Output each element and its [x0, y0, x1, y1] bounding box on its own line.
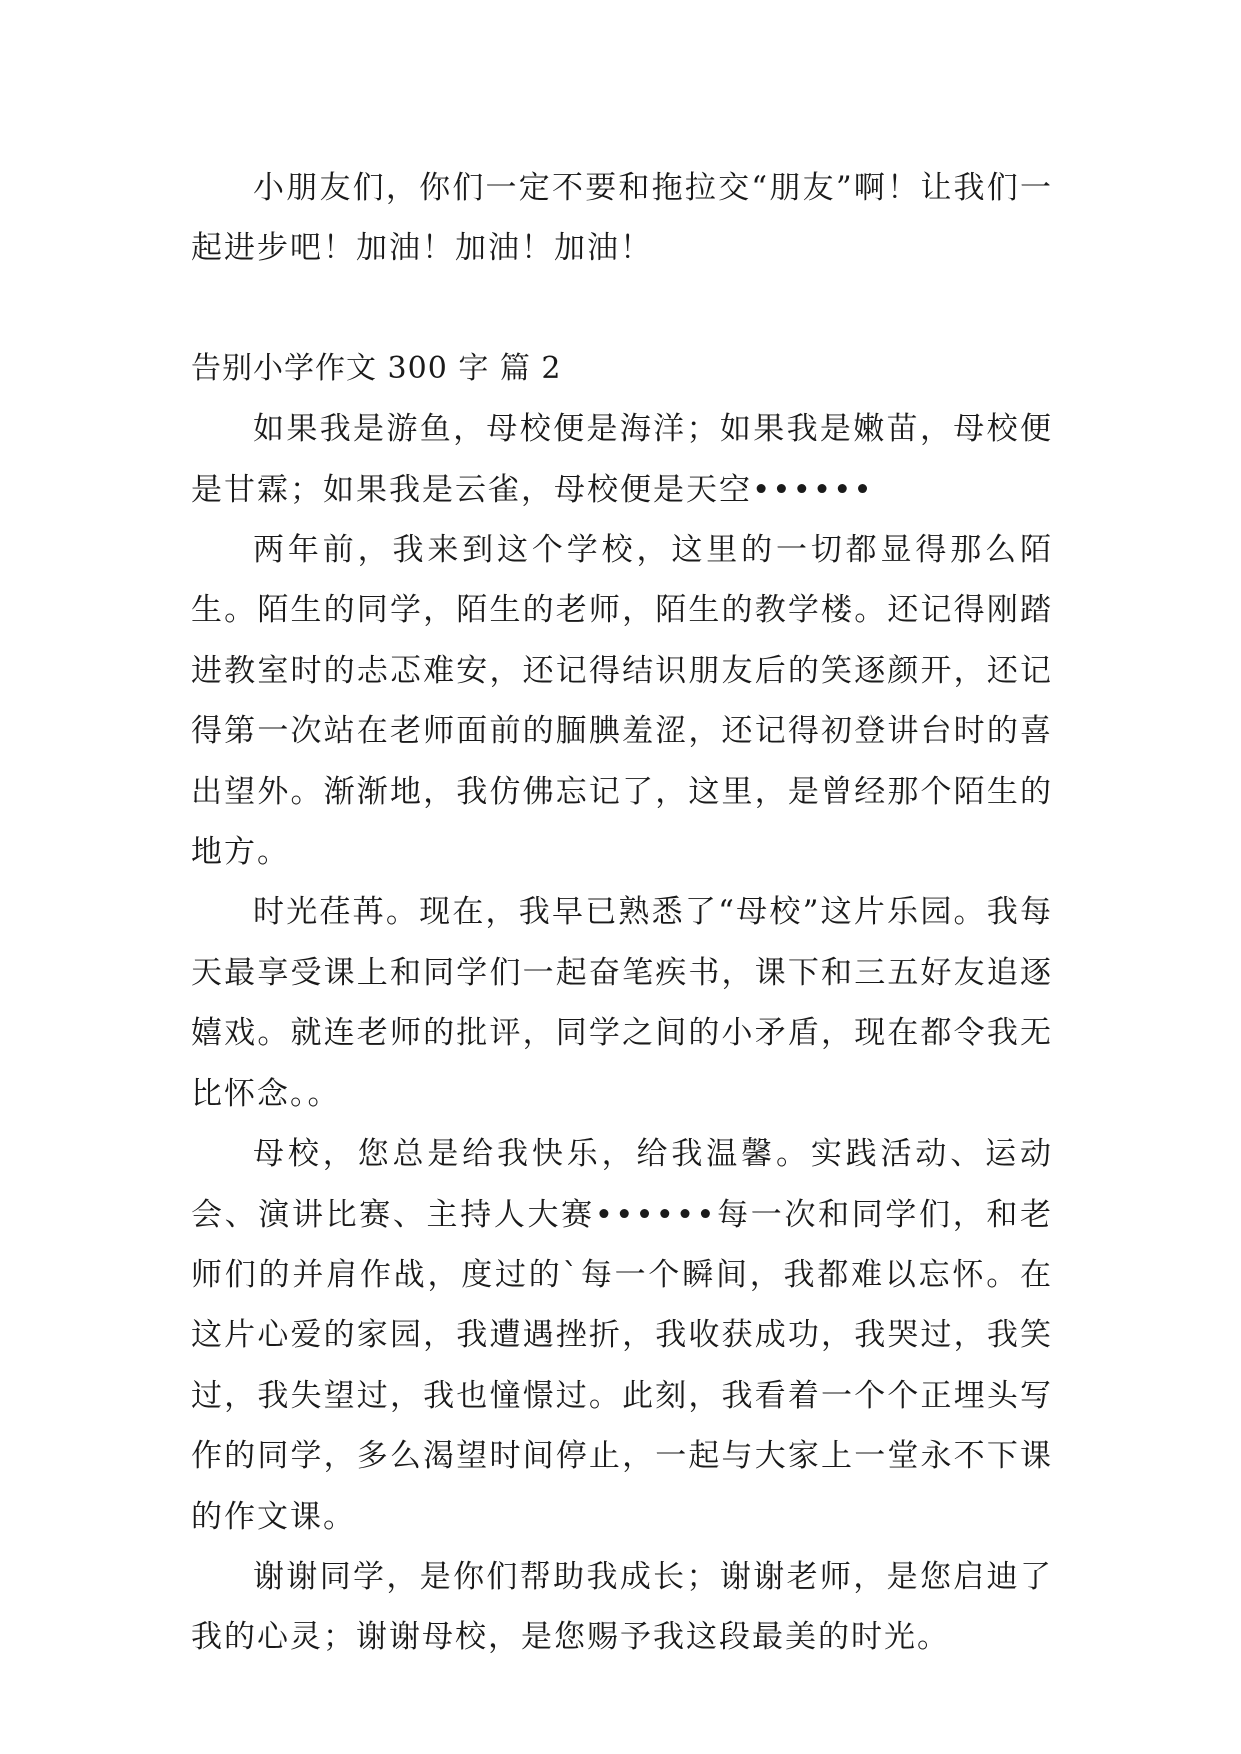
- document-body: [191, 158, 1053, 1668]
- section-heading: 告别小学作文 300 字 篇 2: [191, 350, 562, 386]
- body-paragraph-1: 如果我是游鱼，母校便是海洋；如果我是嫩苗，母校便是甘霖；如果我是云雀，母校便是天空••••••: [191, 411, 1053, 508]
- closing-paragraph: 小朋友们，你们一定不要和拖拉交“朋友”啊！让我们一起进步吧！加油！加油！加油！: [191, 170, 1053, 267]
- section-spacer: [191, 279, 1053, 339]
- body-paragraph-4: 母校，您总是给我快乐，给我温馨。实践活动、运动会、演讲比赛、主持人大赛••••••每一次和同学们，和老师们的并肩作战，度过的`每一个瞬间，我都难以忘怀。在这片心爱的家园，我遭遇挫折，我收获成功，我哭过，我笑过，我失望过，我也憧憬过。此刻，我看着一个个正埋头写作的同学，多么渴望时间停止，一起与大家上一堂永不下课的作文课。: [191, 1136, 1053, 1535]
- body-paragraph-5: 谢谢同学，是你们帮助我成长；谢谢老师，是您启迪了我的心灵；谢谢母校，是您赐予我这段最美的时光。: [191, 1558, 1053, 1656]
- body-paragraph-2: 两年前，我来到这个学校，这里的一切都显得那么陌生。陌生的同学，陌生的老师，陌生的教学楼。还记得刚踏进教室时的忐忑难安，还记得结识朋友后的笑逐颜开，还记得第一次站在老师面前的腼腆羞涩，还记得初登讲台时的喜出望外。渐渐地，我仿佛忘记了，这里，是曾经那个陌生的地方。: [191, 532, 1053, 871]
- body-paragraph-3: 时光荏苒。现在，我早已熟悉了“母校”这片乐园。我每天最享受课上和同学们一起奋笔疾书，课下和三五好友追逐嬉戏。就连老师的批评，同学之间的小矛盾，现在都令我无比怀念。。: [191, 894, 1053, 1112]
